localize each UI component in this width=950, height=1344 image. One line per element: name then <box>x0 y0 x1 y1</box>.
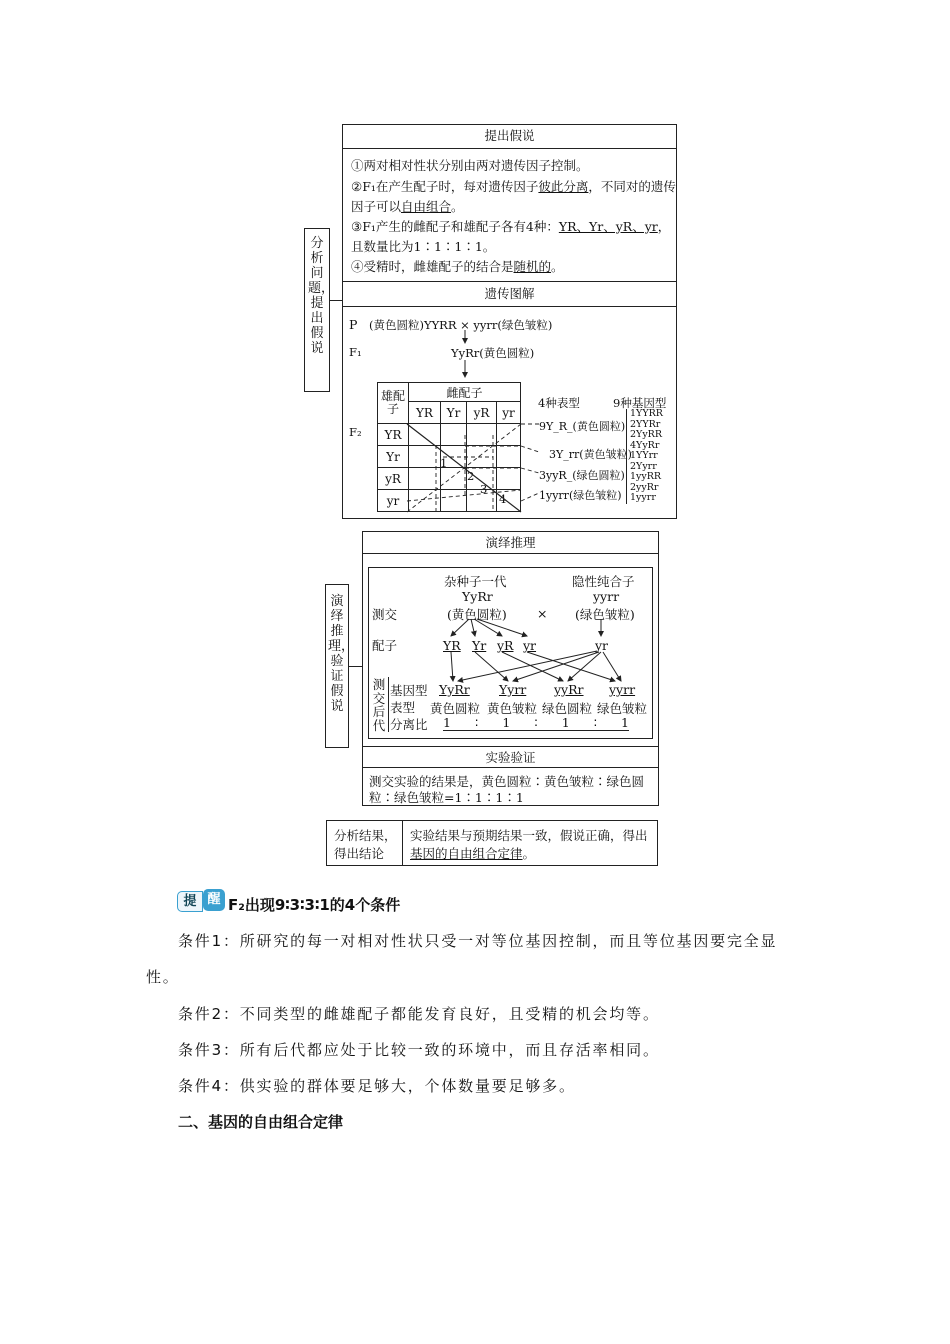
cross-sign: × <box>537 606 548 621</box>
offspring-genotype-2: Yyrr <box>499 682 527 697</box>
hybrid-title: 杂种子一代 <box>444 574 507 589</box>
f1-genotype: YyRr(黄色圆粒) <box>451 346 535 360</box>
genotype-item: 1yyRR <box>630 471 662 482</box>
experiment-line-1: 测交实验的结果是，黄色圆粒∶黄色皱粒∶绿色圆 <box>369 774 645 789</box>
conclusion-divider <box>402 820 403 866</box>
deduction-side-label: 演绎推理，验证假说 <box>328 594 355 714</box>
phenotype-4: 1yyrr(绿色皱粒) <box>539 489 622 502</box>
conclusion-side-label-2: 得出结论 <box>334 846 385 861</box>
condition-3: 条件3：所有后代都应处于比较一致的环境中，而且存活率相同。 <box>178 1041 660 1059</box>
condition-1-cont: 性。 <box>146 968 180 986</box>
genotype-item: 1yyrr <box>630 492 656 503</box>
recessive-phenotype: (绿色皱粒) <box>575 607 635 622</box>
conclusion-side-label-1: 分析结果， <box>334 828 397 843</box>
hypothesis-point-2b: 因子可以自由组合。 <box>351 199 464 214</box>
genotype-item: 2YYRr <box>630 418 661 430</box>
reminder-badge <box>177 891 225 912</box>
cell-mark-3: 3 <box>480 482 488 496</box>
diagram-header: 遗传图解 <box>343 281 676 307</box>
connector-line <box>349 666 362 667</box>
punnett-corner: 雄配 子 <box>378 383 409 424</box>
genotype-item: 2YyRR <box>630 429 662 440</box>
hypothesis-point-3b: 且数量比为1∶1∶1∶1。 <box>351 239 496 254</box>
offspring-genotype-4: yyrr <box>609 682 636 697</box>
genotype-item: 1YYRR <box>630 408 663 419</box>
gamete-yr-2: Yr <box>472 638 487 653</box>
hybrid-phenotype: (黄色圆粒) <box>447 607 507 622</box>
punnett-female-header: 雌配子 <box>409 383 521 402</box>
female-gamete: yr <box>496 402 520 424</box>
offspring-genotype-1: YyRr <box>439 682 470 697</box>
female-gamete: YR <box>409 402 441 424</box>
diagram-lines <box>343 125 678 520</box>
cell-mark-1: 1 <box>440 456 448 470</box>
recessive-title: 隐性纯合子 <box>572 574 635 589</box>
genotype-item: 2yyRr <box>630 481 659 493</box>
row-genotype-label: 基因型 <box>390 683 428 698</box>
offspring-genotype-3: yyRr <box>554 682 584 697</box>
genotype-item: 4YyRr <box>630 439 660 451</box>
male-gamete: Yr <box>378 446 409 468</box>
hypothesis-box <box>342 124 677 519</box>
phenotype-1: 9Y_R_(黄色圆粒) <box>539 420 626 433</box>
connector-line <box>330 300 342 301</box>
offspring-phenotype-1: 黄色圆粒 <box>430 701 481 716</box>
hypothesis-point-1: ①两对相对性状分别由两对遗传因子控制。 <box>351 158 589 173</box>
gamete-yr-4: yr <box>523 638 537 653</box>
genotype-title: 9种基因型 <box>613 396 667 410</box>
testcross-label: 测交 <box>372 607 398 622</box>
row-ratio-label: 分离比 <box>390 717 428 732</box>
f1-label: F₁ <box>349 345 362 359</box>
condition-1: 条件1：所研究的每一对相对性状只受一对等位基因控制，而且等位基因要完全显 <box>178 932 778 950</box>
conclusion-text-1: 实验结果与预期结果一致，假说正确，得出 <box>410 828 648 843</box>
recessive-gamete: yr <box>595 638 609 653</box>
female-gamete: yR <box>467 402 497 424</box>
gamete-label: 配子 <box>372 638 398 653</box>
conclusion-text-2: 基因的自由组合定律。 <box>410 846 536 861</box>
gamete-yr-3: yR <box>497 638 514 653</box>
experiment-header: 实验验证 <box>363 746 658 768</box>
deduction-box <box>362 531 659 806</box>
p-cross: (黄色圆粒)YYRR × yyrr(绿色皱粒) <box>369 318 553 332</box>
reminder-title: F₂出现9∶3∶3∶1的4个条件 <box>228 896 401 914</box>
genotype-item: 1YYrr <box>630 450 658 461</box>
row-phenotype-label: 表型 <box>390 700 416 715</box>
phenotype-2: 3Y_rr(黄色皱粒) <box>549 448 632 461</box>
male-gamete: YR <box>378 424 409 446</box>
phenotype-title: 4种表型 <box>538 396 580 410</box>
cell-mark-2: 2 <box>467 469 475 483</box>
phenotype-3: 3yyR_(绿色圆粒) <box>539 469 625 482</box>
male-gamete: yr <box>378 490 409 512</box>
hypothesis-side-label: 分析问题，提出假说 <box>308 236 335 356</box>
ratio-row: 1 ∶ 1 ∶ 1 ∶ 1 <box>443 715 629 730</box>
offspring-side: 测交后代 <box>372 677 386 733</box>
hypothesis-point-2: ②F₁在产生配子时，每对遗传因子彼此分离，不同对的遗传 <box>351 179 676 194</box>
hypothesis-point-3: ③F₁产生的雌配子和雄配子各有4种：YR、Yr、yR、yr， <box>351 219 671 234</box>
recessive-genotype: yyrr <box>593 589 620 604</box>
condition-4: 条件4：供实验的群体要足够大，个体数量要足够多。 <box>178 1077 576 1095</box>
offspring-phenotype-3: 绿色圆粒 <box>542 701 593 716</box>
experiment-line-2: 粒∶绿色皱粒=1∶1∶1∶1 <box>369 790 524 805</box>
genotype-item: 2Yyrr <box>630 460 657 472</box>
f2-label: F₂ <box>349 425 362 439</box>
reminder-badge-1: 提 <box>177 891 203 912</box>
section-heading: 二、基因的自由组合定律 <box>178 1113 344 1131</box>
female-gamete: Yr <box>440 402 466 424</box>
cell-mark-4: 4 <box>499 492 507 506</box>
hybrid-genotype: YyRr <box>462 589 493 604</box>
offspring-phenotype-2: 黄色皱粒 <box>487 701 538 716</box>
male-gamete: yR <box>378 468 409 490</box>
deduction-header: 演绎推理 <box>363 532 658 554</box>
gamete-yr-1: YR <box>443 638 461 653</box>
p-label: P <box>349 317 358 332</box>
hypothesis-point-4: ④受精时，雌雄配子的结合是随机的。 <box>351 259 564 274</box>
offspring-phenotype-4: 绿色皱粒 <box>597 701 648 716</box>
reminder-badge-2: 醒 <box>203 889 225 911</box>
hypothesis-header: 提出假说 <box>343 125 676 149</box>
condition-2: 条件2：不同类型的雌雄配子都能发育良好，且受精的机会均等。 <box>178 1005 660 1023</box>
